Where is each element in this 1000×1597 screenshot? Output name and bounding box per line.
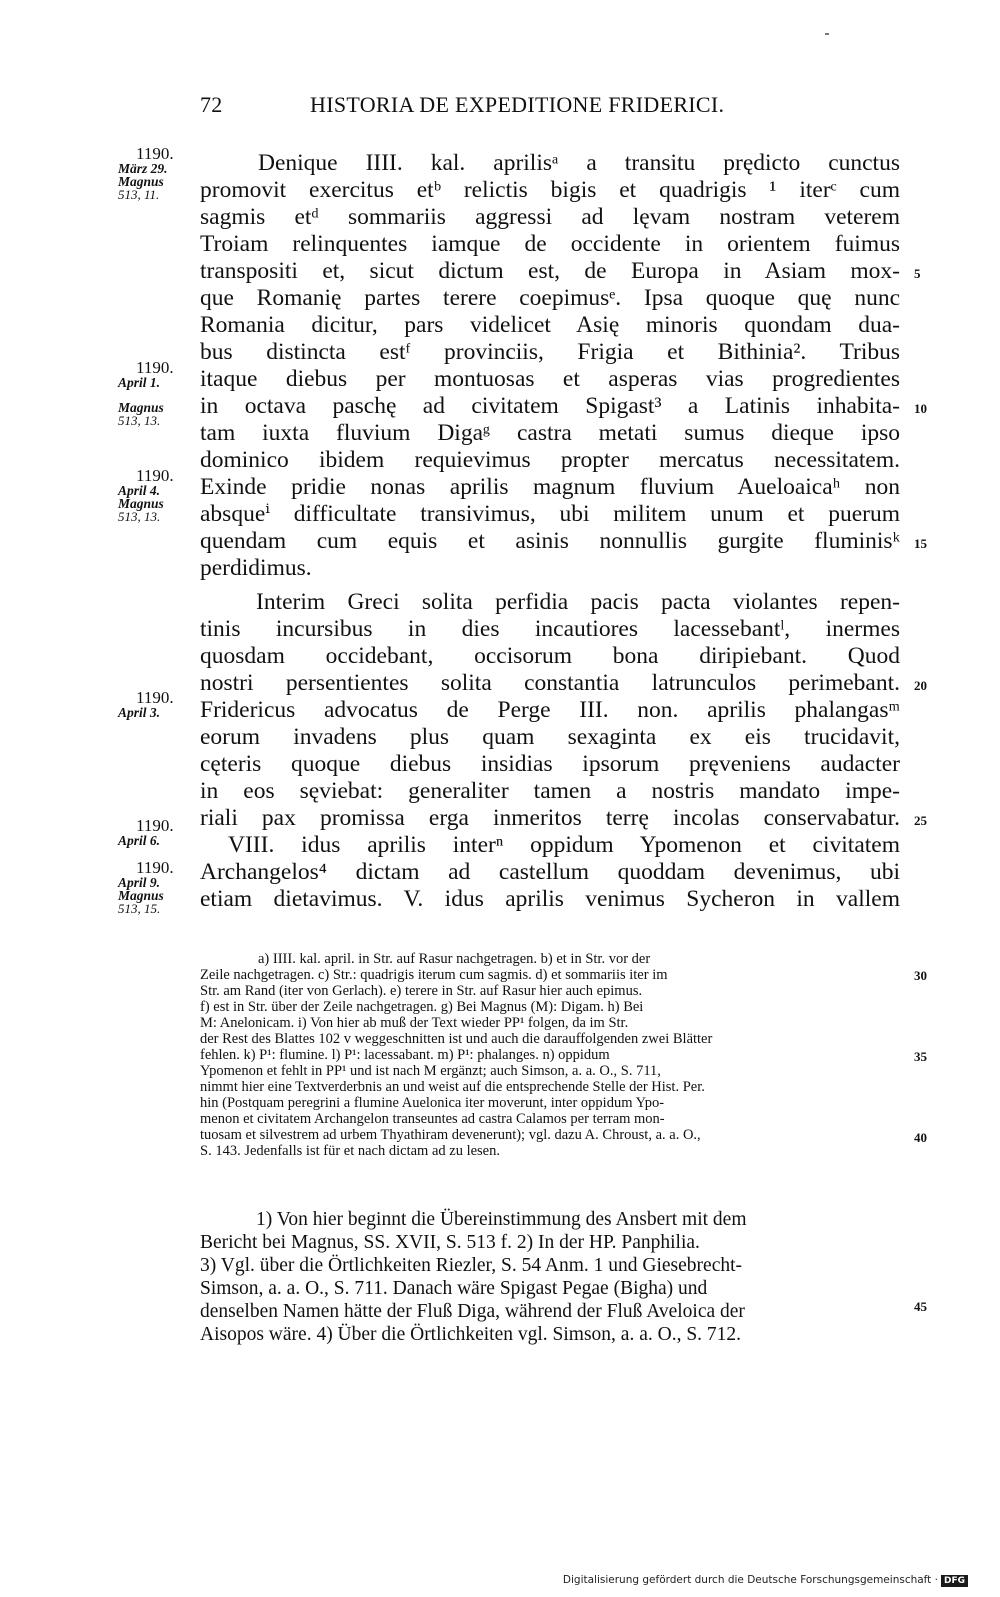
apparatus-line: f) est in Str. über der Zeile nachgetragen. g) Bei Magnus (M): Digam. h) Bei	[200, 999, 644, 1015]
apparatus-line: a) IIII. kal. april. in Str. auf Rasur nachgetragen. b) et in Str. vor der	[258, 951, 651, 967]
digitization-credit	[563, 1574, 968, 1587]
footnote-line: 3) Vgl. über die Örtlichkeiten Riezler, S. 54 Anm. 1 und Giesebrecht-	[200, 1255, 743, 1276]
line-number: 30	[914, 968, 927, 983]
margin-date: 1190. April 1. Magnus 513, 13.	[118, 358, 174, 428]
line-number: 10	[914, 401, 927, 416]
apparatus-line: hin (Postquam peregrini a flumine Auelonica iter moverunt, inter oppidum Ypo-	[200, 1095, 665, 1111]
text-line: eorum invadens plus quam sexaginta ex eis trucidavit,	[200, 724, 900, 750]
apparatus-line: menon et civitatem Archangelon transeuntes ad castra Calamos per terram mon-	[200, 1111, 665, 1127]
text-line: quosdam occidebant, occisorum bona diripiebant. Quod	[200, 643, 900, 669]
line-number: 20	[914, 678, 927, 693]
text-line: etiam dietavimus. V. idus aprilis venimus Sycheron in vallem	[200, 886, 900, 912]
margin-date: 1190. April 4. Magnus 513, 13.	[118, 466, 174, 524]
text-line: Denique IIII. kal. aprilisᵃ a transitu prędicto cunctus	[258, 150, 900, 176]
text-line: nostri persentientes solita constantia latrunculos perimebant.	[200, 670, 900, 696]
running-title: HISTORIA DE EXPEDITIONE FRIDERICI.	[310, 92, 725, 117]
margin-date: 1190. März 29. Magnus 513, 11.	[118, 144, 174, 202]
line-number: 45	[914, 1299, 927, 1314]
text-line: transpositi et, sicut dictum est, de Europa in Asiam mox-	[200, 258, 900, 284]
text-line: que Romanię partes terere coepimusᵉ. Ipsa quoque quę nunc	[200, 285, 900, 311]
text-line: tam iuxta fluvium Digaᵍ castra metati sumus dieque ipso	[200, 420, 900, 446]
text-line: cęteris quoque diebus insidias ipsorum pręveniens audacter	[200, 751, 900, 777]
text-line: Interim Greci solita perfidia pacis pacta violantes repen-	[256, 589, 900, 615]
footnote-line: Simson, a. a. O., S. 711. Danach wäre Spigast Pegae (Bigha) und	[200, 1278, 708, 1299]
line-number: 5	[914, 266, 921, 281]
apparatus-line: nimmt hier eine Textverderbnis an und weist auf die entsprechende Stelle der Hist. Per.	[200, 1079, 705, 1095]
apparatus-line: Zeile nachgetragen. c) Str.: quadrigis iterum cum sagmis. d) et sommariis iter im	[200, 967, 668, 983]
text-line: Fridericus advocatus de Perge III. non. aprilis phalangasᵐ	[200, 697, 900, 723]
dfg-logo-icon: DFG	[941, 1575, 968, 1587]
text-line: tinis incursibus in dies incautiores lacessebantˡ, inermes	[200, 616, 900, 642]
text-line: Troiam relinquentes iamque de occidente in orientem fuimus	[200, 231, 900, 257]
credit-text: Digitalisierung gefördert durch die Deutsche Forschungsgemeinschaft ·	[562, 1574, 938, 1586]
text-line: Romania dicitur, pars videlicet Asię minoris quondam dua-	[200, 312, 900, 338]
scan-mark	[825, 33, 829, 35]
apparatus-line: S. 143. Jedenfalls ist für et nach dictam ad zu lesen.	[200, 1143, 500, 1159]
line-number: 35	[914, 1049, 927, 1064]
line-number: 40	[914, 1130, 927, 1145]
text-line: in octava paschę ad civitatem Spigast³ a Latinis inhabita-	[200, 393, 900, 419]
footnote-line: Aisopos wäre. 4) Über die Örtlichkeiten vgl. Simson, a. a. O., S. 712.	[200, 1324, 742, 1345]
text-line: sagmis etᵈ sommariis aggressi ad lęvam nostram veterem	[200, 204, 900, 230]
margin-date: 1190. April 9. Magnus 513, 15.	[118, 858, 174, 916]
text-line: VIII. idus aprilis interⁿ oppidum Ypomenon et civitatem	[228, 832, 900, 858]
line-number: 15	[914, 536, 927, 551]
apparatus-line: Ypomenon et fehlt in PP¹ und ist nach M ergänzt; auch Simson, a. a. O., S. 711,	[200, 1063, 661, 1079]
margin-date: 1190. April 3.	[118, 688, 174, 720]
text-line: Archangelos⁴ dictam ad castellum quoddam devenimus, ubi	[200, 859, 900, 885]
line-number: 25	[914, 813, 927, 828]
apparatus-line: M: Anelonicam. i) Von hier ab muß der Text wieder PP¹ folgen, da im Str.	[200, 1015, 629, 1031]
apparatus-line: fehlen. k) P¹: flumine. l) P¹: lacessabant. m) P¹: phalanges. n) oppidum	[200, 1047, 610, 1063]
text-line: dominico ibidem requievimus propter mercatus necessitatem.	[200, 447, 900, 473]
apparatus-line: der Rest des Blattes 102 v weggeschnitten ist und auch die darauffolgenden zwei Blätter	[200, 1031, 713, 1047]
page-number: 72	[200, 92, 223, 117]
apparatus-line: tuosam et silvestrem ad urbem Thyathiram devenerunt); vgl. dazu A. Chroust, a. a. O.,	[200, 1127, 701, 1143]
text-line: Exinde pridie nonas aprilis magnum fluvium Aueloaicaʰ non	[200, 474, 900, 500]
footnote-line: Bericht bei Magnus, SS. XVII, S. 513 f. 2) In der HP. Panphilia.	[200, 1232, 700, 1253]
apparatus-line: Str. am Rand (iter von Gerlach). e) terere in Str. auf Rasur hier auch epimus.	[200, 983, 643, 999]
text-line: absqueⁱ difficultate transivimus, ubi militem unum et puerum	[200, 501, 900, 527]
margin-date: 1190. April 6.	[118, 816, 174, 848]
text-line: perdidimus.	[200, 555, 312, 581]
text-line: quendam cum equis et asinis nonnullis gurgite fluminisᵏ	[200, 528, 900, 554]
text-line: bus distincta estᶠ provinciis, Frigia et Bithinia². Tribus	[200, 339, 900, 365]
text-line: in eos sęviebat: generaliter tamen a nostris mandato impe-	[200, 778, 900, 804]
footnote-line: denselben Namen hätte der Fluß Diga, während der Fluß Aveloica der	[200, 1301, 745, 1322]
text-line: riali pax promissa erga inmeritos terrę incolas conservabatur.	[200, 805, 900, 831]
text-line: itaque diebus per montuosas et asperas vias progredientes	[200, 366, 900, 392]
text-line: promovit exercitus etᵇ relictis bigis et quadrigis ¹ iterᶜ cum	[200, 177, 900, 203]
footnote-line: 1) Von hier beginnt die Übereinstimmung des Ansbert mit dem	[256, 1209, 747, 1230]
